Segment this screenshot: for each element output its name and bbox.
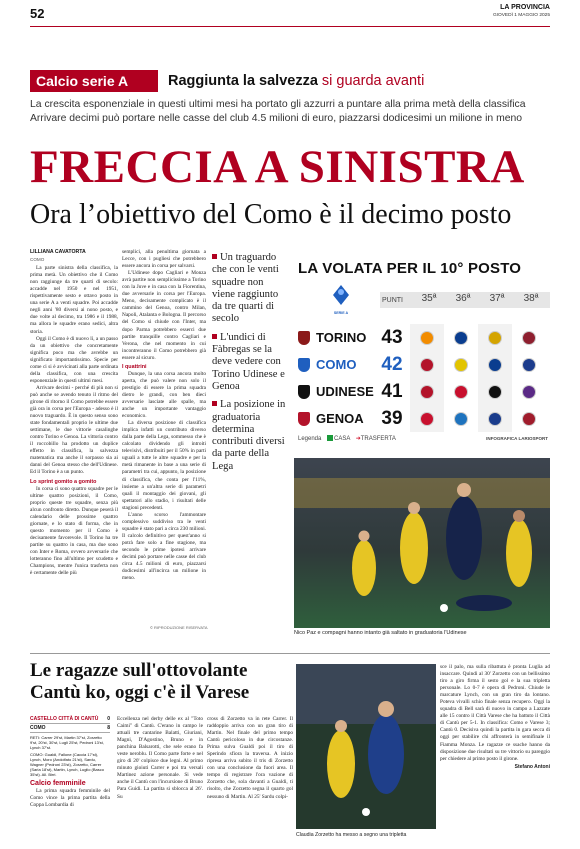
photo-2-caption: Claudia Zorzetto ha messo a segno una tripletta xyxy=(296,832,407,838)
header-rule xyxy=(30,26,550,27)
team-name: COMO xyxy=(316,357,357,372)
serie-a-logo-icon xyxy=(330,284,352,306)
copyright-credit: © RIPRODUZIONE RISERVATA xyxy=(150,625,208,630)
opponent-badge-icon xyxy=(454,385,468,399)
opponent-crest-icon xyxy=(410,405,444,432)
page-number: 52 xyxy=(30,6,45,21)
kicker-line xyxy=(168,70,424,92)
team-points: 41 xyxy=(381,380,403,402)
summary xyxy=(30,98,555,125)
opponent-badge-icon xyxy=(454,331,468,345)
paragraph: Dunque, la una corsa ancora molto aperta, che può valere non solo il prestigio di essere la prima squadra dietro le grandi, con ben dieci avversarie lasciate alle spalle, ma anche un importante vantaggio economico. xyxy=(122,370,206,420)
kicker-bold: Raggiunta la salvezza xyxy=(168,73,318,89)
team-name: GENOA xyxy=(316,411,364,426)
opponent-badge-icon xyxy=(454,358,468,372)
opponent-crest-icon xyxy=(410,378,444,405)
note-text: L'undici di Fàbregas se la deve vedere con Torino Udinese e Genoa xyxy=(212,331,285,392)
opponent-badge-icon xyxy=(488,358,502,372)
opponent-crest-icon xyxy=(478,405,512,432)
match-photo-2 xyxy=(296,664,436,829)
home-legend-icon xyxy=(327,435,333,441)
away-legend-icon: ➜ xyxy=(355,436,361,442)
note-marker xyxy=(212,254,217,259)
opponent-crest-icon xyxy=(512,405,546,432)
second-article-col-2: Eccellenza nel derby delle ex al "Toto Caimi" di Cantù. C'erano in campo le attuali tre cantarine Balatti, Giuriani, Magni, D'Agostino, Bruno e in panchina Balsarotti, che sele erano fa veste neroblu. Il Como parte forte e nel giro di 20' colpisce due legni. Al primo minuto gioiuti Carrer e poi tra versali Martinez azione personale. Si vede anche il Cantù con l'incursione di Bruno Para Guidi. La partita si sblocca al 26'. Su xyxy=(117,716,203,800)
opponent-crest-icon xyxy=(512,324,546,351)
note-marker xyxy=(212,401,217,406)
legend-home: CASA xyxy=(334,436,351,442)
opponent-badge-icon xyxy=(420,358,434,372)
opponent-crest-icon xyxy=(478,351,512,378)
section-label: Calcio serie A xyxy=(30,70,158,92)
paragraph: sce il palo, ma sulla ribattuta è pronta Luglia ad insaccare. Quindi al 30' Zorzetto con un bellissimo tiro a giro firma il sesto gol e la sua tripletta personale. Lo 0-7 è opera di Pedroni. Chiude le marcature Lynch, con un gran tiro da lontano. Poteva vivalli schio finale senza recupero. Oggi la squadra di Bell sarà di nuovo in campo a Lazzate alle 15 contro il Città Varese che ha battuto il Città di Cantù per 5-1. In classifica: Como e Varese 3; Cantù 0. Decisiva quindi la partita in gara secca di oggi per stabilire chi affronterà in semifinale il Fiamma Monza. Le ragazze ce ssache hanno da disposizione due risultati su tre vittorio su pareggio per chiedere al primo posto il girone. xyxy=(440,664,550,762)
opponent-crest-icon xyxy=(444,351,478,378)
team-crest-icon xyxy=(298,412,310,426)
team-points: 42 xyxy=(381,353,403,375)
standings-row xyxy=(294,378,550,405)
opponent-badge-icon xyxy=(522,358,536,372)
section-label-women: Calcio femminile xyxy=(30,780,86,787)
opponent-badge-icon xyxy=(522,412,536,426)
note-marker xyxy=(212,334,217,339)
second-headline-line-2: Cantù ko, oggi c'è il Varese xyxy=(30,682,250,703)
team-crest-icon xyxy=(298,385,310,399)
second-article-col-3: cross di Zorzetto va in rete Carrer. Il raddoppio arriva con un gran tiro di Martin. Nel finale del primo tempo Cantù pericoloso in due circostanze. Prima sulva Gualdi poi il tiro di Sperindo sfiora la traversa. A inizio ripresa arriva subito il tris di Zorzetto con una conclusione da fuori area. Il tempo di registrare l'ora vazione di Zorzetto che, sola davanti a Gualdi, ti risolto, che Zorzetto segna il quarto gol nessuno di Martin. Al 25' Sardu colpi- xyxy=(207,716,293,800)
paragraph: semplici, alla penultima giornata a Lecce, con i pugliesi che potrebbero essere ancora in corsa per salvarsi. xyxy=(122,249,206,270)
opponent-crest-icon xyxy=(478,324,512,351)
score-value: 8 xyxy=(107,725,110,731)
paragraph: In corsa ci sono quattro squadre per le ultime quattro posizioni, il Como, proprio queste tre squadre, senza più alcun confronto diretto. Dunque peserà il calendario delle prossime quattro giornate, e lo stato di forma, che in questo momento per il Como è decisamente favorevole. Il Torino ha tre partite su quattro in casa, ma due sono con Inter e Roma, ovvero avversarie che lotteranno fino all'ultimo per scudetto e Champions, mentre l'unica trasferta non è certamente delle più xyxy=(30,485,118,577)
infographic-credit: INFOGRAFICA LARIOSPORT xyxy=(486,436,548,441)
legend-label: Legenda xyxy=(298,436,322,442)
second-headline-line-1: Le ragazze sull'ottovolante xyxy=(30,660,248,681)
logo-label: SERIE A xyxy=(333,311,349,315)
opponent-crest-icon xyxy=(444,378,478,405)
round-label: 35ª xyxy=(421,293,437,304)
score-row xyxy=(30,716,110,724)
location: COMO xyxy=(30,257,45,263)
opponent-crest-icon xyxy=(444,405,478,432)
opponent-badge-icon xyxy=(522,385,536,399)
paragraph: L'anno scorso l'ammontare complessivo suddiviso tra le venti squadre è stato pari a circa 230 milioni. Il calcolo definitivo per quest'anno si potrà fare solo a fine stagione, ma secondo le prime ipotesi arrivare decimi può portare nelle casse del club circa 4.5 milioni di euro, piazzarsi dodicesimi all'incirca un milione in meno. xyxy=(122,511,206,582)
opponent-badge-icon xyxy=(488,385,502,399)
score-value: 0 xyxy=(107,716,110,722)
opponent-badge-icon xyxy=(488,412,502,426)
second-headline xyxy=(30,660,249,704)
paragraph: Arrivare decimi - perché di più non si può anche se avendo tenuto il ritmo del girone di ritorno il Como potrebbe essere già ora in corsa per l'Europa - adesso è il nuovo traguardo. È in questo senso sono state fondamentali proprio le ultime due settimane, le due vittorie casalinghe contro Torino e Genoa. La vittoria contro il roccobillo ha prodotto un duplice effetto in classifica, la salvezza matematica ma anche il sorpasso sia ai danni del Genoa stesso che dell'Udinese. Ed il Torino è a un punto. xyxy=(30,384,118,476)
scorers: RETI: Carrer 29'st, Martin 37'st, Zorzetto 9'st, 20'st, 30'st, Lugli 25'st, Pedroni 13'st, Lynch 37'st. xyxy=(30,735,104,750)
summary-line-2: Arrivare decimi può portare nelle casse del club 4.5 milioni di euro, piazzarsi dodicesimi un milione in meno xyxy=(30,112,523,124)
main-headline: FRECCIA A SINISTRA xyxy=(30,141,525,193)
match-photo-1 xyxy=(294,458,550,628)
opponent-badge-icon xyxy=(454,412,468,426)
column-subhead: Lo sprint gomito a gomito xyxy=(30,478,97,485)
opponent-crest-icon xyxy=(444,324,478,351)
column-subhead: I quattrini xyxy=(122,363,147,370)
opponent-badge-icon xyxy=(420,412,434,426)
score-row xyxy=(30,724,110,733)
sidebar-note xyxy=(212,252,286,326)
photo-1-caption: Nico Paz e compagni hanno intanto già saltato in graduatoria l'Udinese xyxy=(294,630,467,636)
note-text: La posizione in graduatoria determina contributi diversi da parte della Lega xyxy=(212,399,286,472)
byline: LILLIANA CAVATORTA xyxy=(30,249,86,255)
section-divider xyxy=(30,653,550,654)
paragraph: L'Udinese dopo Cagliari e Monza avrà partite non semplicissime a Torino con la Juve e in casa con la Fiorentina, due avversarie in corsa per l'Europa. Meno, decisamente complicato è il cammino del Genoa, contro Milan, Napoli, Atalanta e Bologna. Il percorso del Como si chiude con l'Inter, ma dopo Parma potrebbero esserci due partite tranquille contro Cagliari e Verona, che nel momento in cui incontreranno il Como potrebbero già essere al sicuro. xyxy=(122,270,206,361)
article-column-1 xyxy=(30,249,118,621)
opponent-crest-icon xyxy=(512,351,546,378)
round-label: 37ª xyxy=(489,293,505,304)
summary-line-1: La crescita esponenziale in questi ultimi mesi ha portato gli azzurri a puntare alla prima metà della classifica xyxy=(30,99,526,110)
sidebar-note xyxy=(212,399,286,473)
main-subheadline: Ora l’obiettivo del Como è il decimo posto xyxy=(30,199,512,230)
issue-date: GIOVEDÌ 1 MAGGIO 2025 xyxy=(492,13,550,18)
paragraph: La diversa posizione di classifica implica infatti un contributo diverso dalla parte della Lega, sommesso che è calcolato dividendo gli introiti televisivi, distribuiti per il 50% in parti uguali a tutte le altre squadre e per la metà rimanente in base a una serie di parametri tra cui, appunto, la posizione di classifica, che conta per l'11%, insieme a un'altra serie di parametri quali il montaggio dei giovani, gli spettatori allo stadio, i risultati delle stagioni precedenti. xyxy=(122,420,206,511)
opponent-badge-icon xyxy=(488,331,502,345)
team-crest-icon xyxy=(298,331,310,345)
opponent-crest-icon xyxy=(512,378,546,405)
score-box xyxy=(30,716,110,809)
opponent-badge-icon xyxy=(522,331,536,345)
kicker-rest: si guarda avanti xyxy=(321,73,425,89)
brand-name: LA PROVINCIA xyxy=(500,4,550,11)
opponent-badge-icon xyxy=(420,385,434,399)
standings-table xyxy=(294,324,550,432)
match-photo-2-image xyxy=(296,664,436,829)
paragraph: La prima squadra femminile del Como vince la prima partita della Coppa Lombardia di xyxy=(30,788,110,809)
note-text: Un traguardo che con le venti squadre non viene raggiunto da tre quarti di secolo xyxy=(212,252,279,325)
article-column-2 xyxy=(122,249,206,621)
team-points: 39 xyxy=(381,407,403,429)
opponent-badge-icon xyxy=(420,331,434,345)
score-team: COMO xyxy=(30,725,46,731)
sidebar-note xyxy=(212,332,286,393)
points-header: PUNTI xyxy=(382,297,403,304)
sidebar-notes xyxy=(212,252,286,473)
signature: Stefano Antoni xyxy=(514,763,550,770)
opponent-crest-icon xyxy=(410,324,444,351)
lineup: COMO: Gualdi, Fallone (Caccia 17'st), Lynch, Moro (Andolfato 21'st), Sardu, Wagner (Pedroni 23'st), Zorzetto, Carrer (Saria 18'st), Martin, Lynch, Luglio (Basco 35'st). All. Birri. xyxy=(30,752,104,777)
team-points: 43 xyxy=(381,326,403,348)
standings-row xyxy=(294,405,550,432)
team-name: TORINO xyxy=(316,330,367,345)
legend-away: TRASFERTA xyxy=(360,436,396,442)
serie-a-logo xyxy=(330,284,352,315)
team-crest-icon xyxy=(298,358,310,372)
rounds-header xyxy=(412,293,548,304)
round-label: 36ª xyxy=(455,293,471,304)
standings-row xyxy=(294,351,550,378)
opponent-crest-icon xyxy=(410,351,444,378)
opponent-crest-icon xyxy=(478,378,512,405)
standings-row xyxy=(294,324,550,351)
infographic xyxy=(294,252,550,452)
team-name: UDINESE xyxy=(316,384,374,399)
second-article-col-4 xyxy=(440,664,550,844)
score-team: CASTELLO CITTÀ DI CANTÙ xyxy=(30,716,99,722)
paragraph: Oggi il Como è di nuovo lì, a un passo da un obiettivo che concretamente significa poco ma che avrebbe un significato importantissimo. Specie per come ci si è avvicinati alla parte ordinata della classifica, con una crescita esponenziale in questi ultimi mesi. xyxy=(30,335,118,384)
paragraph: La parte sinistra della classifica, la prima metà. Un obiettivo che il Como non raggiunge da tre quarti di secolo: accadde nel 1950 e nel 1951, rispettivamente sesto e ottavo posto in una serie A a venti squadre. Poi accadde negli anni '80 diversi ai nono posto, e due volte al decimo, tra 1986 e il 1988, ma allora le squadre erano sedici, altra storia. xyxy=(30,265,118,335)
round-label: 38ª xyxy=(523,293,539,304)
legend xyxy=(298,435,396,442)
infographic-title: LA VOLATA PER IL 10° POSTO xyxy=(298,260,522,277)
match-photo-1-image xyxy=(294,458,550,628)
